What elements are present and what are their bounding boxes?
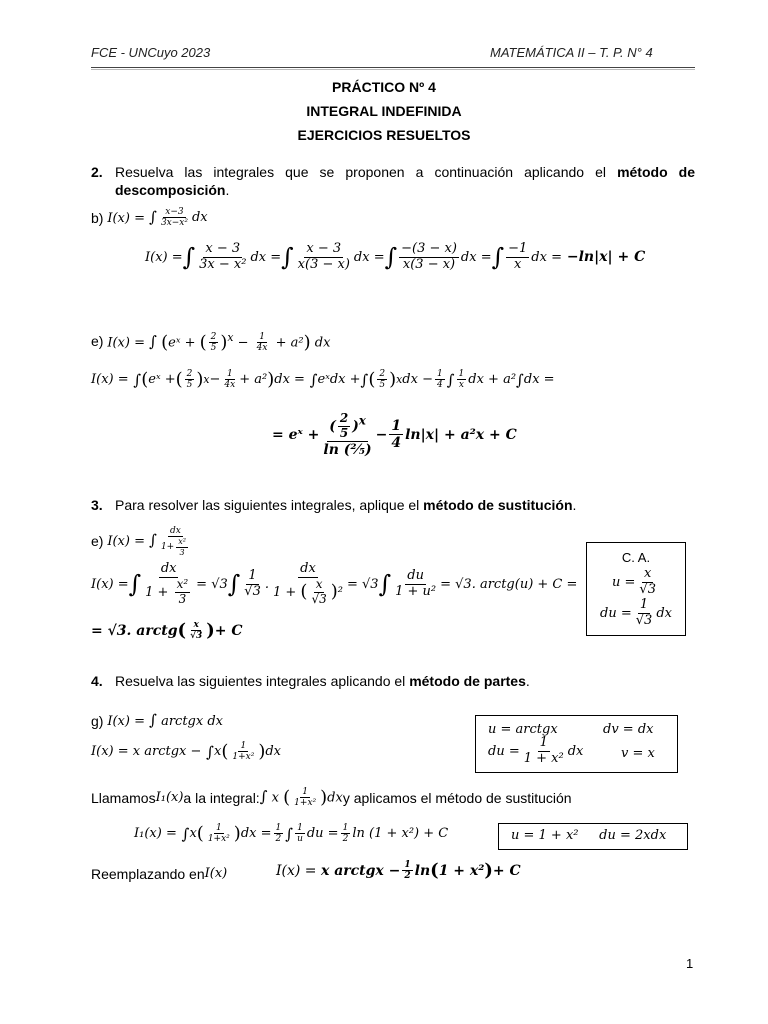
ex3-statement: Para resolver las siguientes integrales, aplique el método de sustitución. <box>115 497 577 513</box>
partes-du: du = $\frac{1}{\text{1 + x²}}$ dx <box>488 735 584 766</box>
ex4g-statement: g) I(x) = ∫ arctgx dx <box>91 711 223 729</box>
ca-title: C. A. <box>621 550 651 565</box>
ex4g-line1: I(x) = x arctgx − ∫ x ( $\frac{1}{\text{1+x²}}$ ) dx <box>91 741 281 763</box>
ex3-number: 3. <box>91 497 103 513</box>
sust-box <box>498 823 688 850</box>
ex4-llamamos: Llamamos I₁(x) a la integral: ∫ x ( $\frac{1}{\text{1+x²}}$ )dx y aplicamos el método de sustitución <box>91 786 572 809</box>
ex2e-line2: = eˣ + ( $\frac{2}{5}$ )$^x$ ln (²⁄₅) − $\frac{1}{4}$ ln|x| + a²x + C <box>272 411 517 458</box>
ex2e-statement: e) I(x) = ∫ (eˣ + ( $\frac{2}{5}$ )$^x$ − $\frac{1}{4x}$ + a²) dx <box>91 331 331 354</box>
title-ejercicios: EJERCICIOS RESUELTOS <box>297 127 471 143</box>
partes-box <box>475 715 678 773</box>
ex2-number: 2. <box>91 164 103 180</box>
ex2b-statement: b) I(x) = ∫ $\frac{x-3}{\text{3x−x²}}$ dx <box>91 207 208 229</box>
ex3e-statement: e) I(x) = ∫ dx 1+ $\frac{\text{x²}}{3}$ <box>91 526 186 557</box>
page-number: 1 <box>686 956 694 971</box>
ex2e-line1: I(x) = ∫ ( eˣ + ( $\frac{2}{5}$ ) x − $\frac{1}{4x}$ + a² ) dx = ∫ eˣdx + ∫ ( $\frac{2}{5}$ ) x dx − $\frac{1}{4}$ ∫ $\frac{1}{x}$ dx + a² ∫ dx = <box>91 369 555 391</box>
header-rule <box>91 67 695 68</box>
title-integral: INTEGRAL INDEFINIDA <box>306 103 462 119</box>
partes-dv: dv = dx <box>603 722 654 737</box>
sust-content: u = 1 + x² du = 2xdx <box>511 828 667 843</box>
partes-v: v = x <box>621 746 655 761</box>
ca-box <box>586 542 686 636</box>
ex3e-result: = √3. arctg ( $\frac{x}{√3}$ ) + C <box>91 620 243 642</box>
ex4-i1-solution: I₁(x) = ∫ x ( $\frac{1}{\text{1+x²}}$ ) dx = $\frac{1}{2}$ ∫ $\frac{1}{u}$ du = $\frac{1}{2}$ ln (1 + x²) + C <box>134 823 449 845</box>
header-left: FCE - UNCuyo 2023 <box>91 45 211 60</box>
ex4-final: I(x) = x arctgx − $\frac{1}{2}$ ln ( 1 + x² ) + C <box>276 860 521 882</box>
ca-du: du = $\frac{1}{√3}$ dx <box>600 596 672 628</box>
ex4-number: 4. <box>91 673 103 689</box>
ex2-statement: Resuelva las integrales que se proponen a continuación aplicando el método de descomposición. <box>115 164 696 198</box>
header-rule-2 <box>91 69 695 70</box>
ex3e-solution: I(x) = ∫ dx 1 + $\frac{\text{x²}}{3}$ = √3 ∫ $\frac{1}{√3}$ . dx 1 + ( $\frac{x}{√3}$ )² = √3 ∫ $\frac{du}{\text{1 + u²}}$ = √3. arctg(u) + C = <box>91 561 578 606</box>
ex4-reemplazando: Reemplazando en I(x) <box>91 866 228 882</box>
ca-u: u = $\frac{x}{√3}$ <box>612 566 656 597</box>
ex2b-solution: I(x) = ∫ $\frac{x - 3}{\text{3x − x²}}$ dx = ∫ $\frac{x - 3}{x(3 - x)}$ dx = ∫ $\frac{-(3 - x)}{x(3 - x)}$ dx = ∫ $\frac{-1}{x}$ dx = −ln|x| + C <box>145 241 646 272</box>
ex4-statement: Resuelva las siguientes integrales aplicando el método de partes. <box>115 673 530 689</box>
header-right: MATEMÁTICA II – T. P. N° 4 <box>490 45 653 60</box>
partes-u-dv: u = arctgx <box>488 722 558 737</box>
title-practico: PRÁCTICO Nº 4 <box>332 79 436 95</box>
